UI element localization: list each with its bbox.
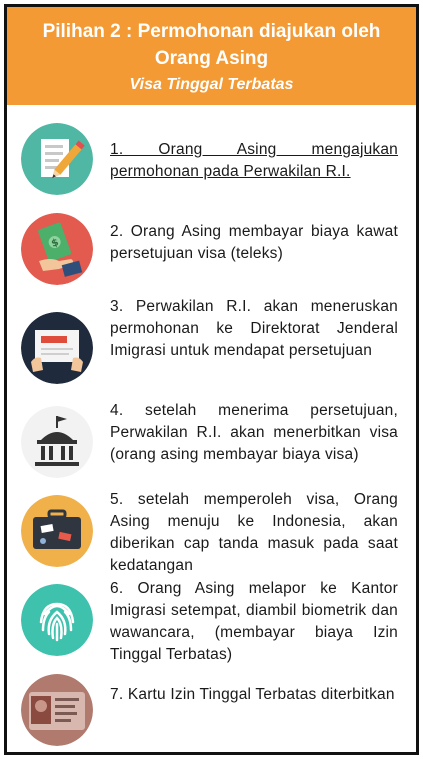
embassy-building-icon (21, 406, 93, 478)
info-panel (4, 4, 419, 755)
step-1-text: 1. Orang Asing mengajukan permohonan pada Perwakilan R.I. (110, 141, 398, 180)
document-pencil-icon (21, 123, 93, 195)
fingerprint-icon (21, 584, 93, 656)
approved-document-icon (21, 312, 93, 384)
header-subtitle: Visa Tinggal Terbatas (129, 76, 294, 93)
svg-text:$: $ (50, 237, 61, 250)
step-5-text: 5. setelah memperoleh visa, Orang Asing menuju ke Indonesia, akan diberikan cap tanda masuk pada saat kedatangan (110, 491, 398, 574)
step-6-text: 6. Orang Asing melapor ke Kantor Imigrasi setempat, diambil biometrik dan wawancara, (membayar biaya Izin Tinggal Terbatas) (110, 580, 398, 663)
header-title-line2: Orang Asing (154, 48, 269, 69)
step-3-text: 3. Perwakilan R.I. akan meneruskan permohonan ke Direktorat Jenderal Imigrasi untuk mendapat persetujuan (110, 298, 398, 359)
hand-money-icon (21, 213, 93, 285)
step-7-text: 7. Kartu Izin Tinggal Terbatas diterbitkan (110, 686, 395, 703)
step-4-text: 4. setelah menerima persetujuan, Perwakilan R.I. akan menerbitkan visa (orang asing membayar biaya visa) (110, 402, 398, 463)
id-card-icon (21, 674, 93, 746)
step-2-text: 2. Orang Asing membayar biaya kawat persetujuan visa (teleks) (110, 223, 398, 262)
header-title-line1: Pilihan 2 : Permohonan diajukan oleh (42, 21, 381, 42)
suitcase-icon (21, 495, 93, 567)
header-banner (7, 7, 416, 105)
